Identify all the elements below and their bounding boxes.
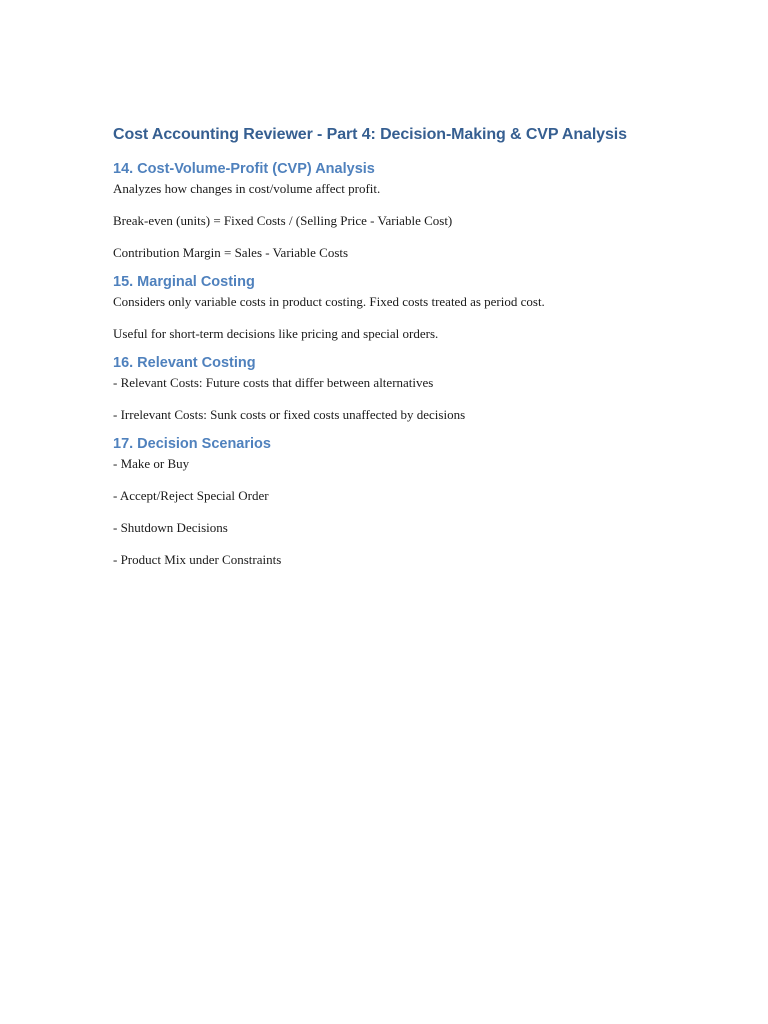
section-heading: 16. Relevant Costing xyxy=(113,355,256,371)
section-heading: 14. Cost-Volume-Profit (CVP) Analysis xyxy=(113,161,375,177)
section-decision-scenarios xyxy=(113,434,713,569)
list-item: - Irrelevant Costs: Sunk costs or fixed costs unaffected by decisions xyxy=(113,407,466,422)
list-item: - Accept/Reject Special Order xyxy=(113,488,269,503)
paragraph: Analyzes how changes in cost/volume affect profit. xyxy=(113,181,381,196)
list-item: - Make or Buy xyxy=(113,456,190,471)
document-title: Cost Accounting Reviewer - Part 4: Decision-Making & CVP Analysis xyxy=(113,126,627,143)
document-body xyxy=(113,124,713,579)
list-item: - Relevant Costs: Future costs that differ between alternatives xyxy=(113,375,434,390)
list-item: - Shutdown Decisions xyxy=(113,520,228,535)
section-relevant-costing xyxy=(113,353,713,424)
paragraph: Contribution Margin = Sales - Variable Costs xyxy=(113,245,349,260)
section-heading: 15. Marginal Costing xyxy=(113,274,255,290)
section-heading: 17. Decision Scenarios xyxy=(113,436,271,452)
paragraph: Considers only variable costs in product costing. Fixed costs treated as period cost. xyxy=(113,294,545,309)
paragraph: Useful for short-term decisions like pricing and special orders. xyxy=(113,326,439,341)
list-item: - Product Mix under Constraints xyxy=(113,552,282,567)
section-cvp-analysis xyxy=(113,159,713,262)
section-marginal-costing xyxy=(113,272,713,343)
paragraph: Break-even (units) = Fixed Costs / (Selling Price - Variable Cost) xyxy=(113,213,453,228)
